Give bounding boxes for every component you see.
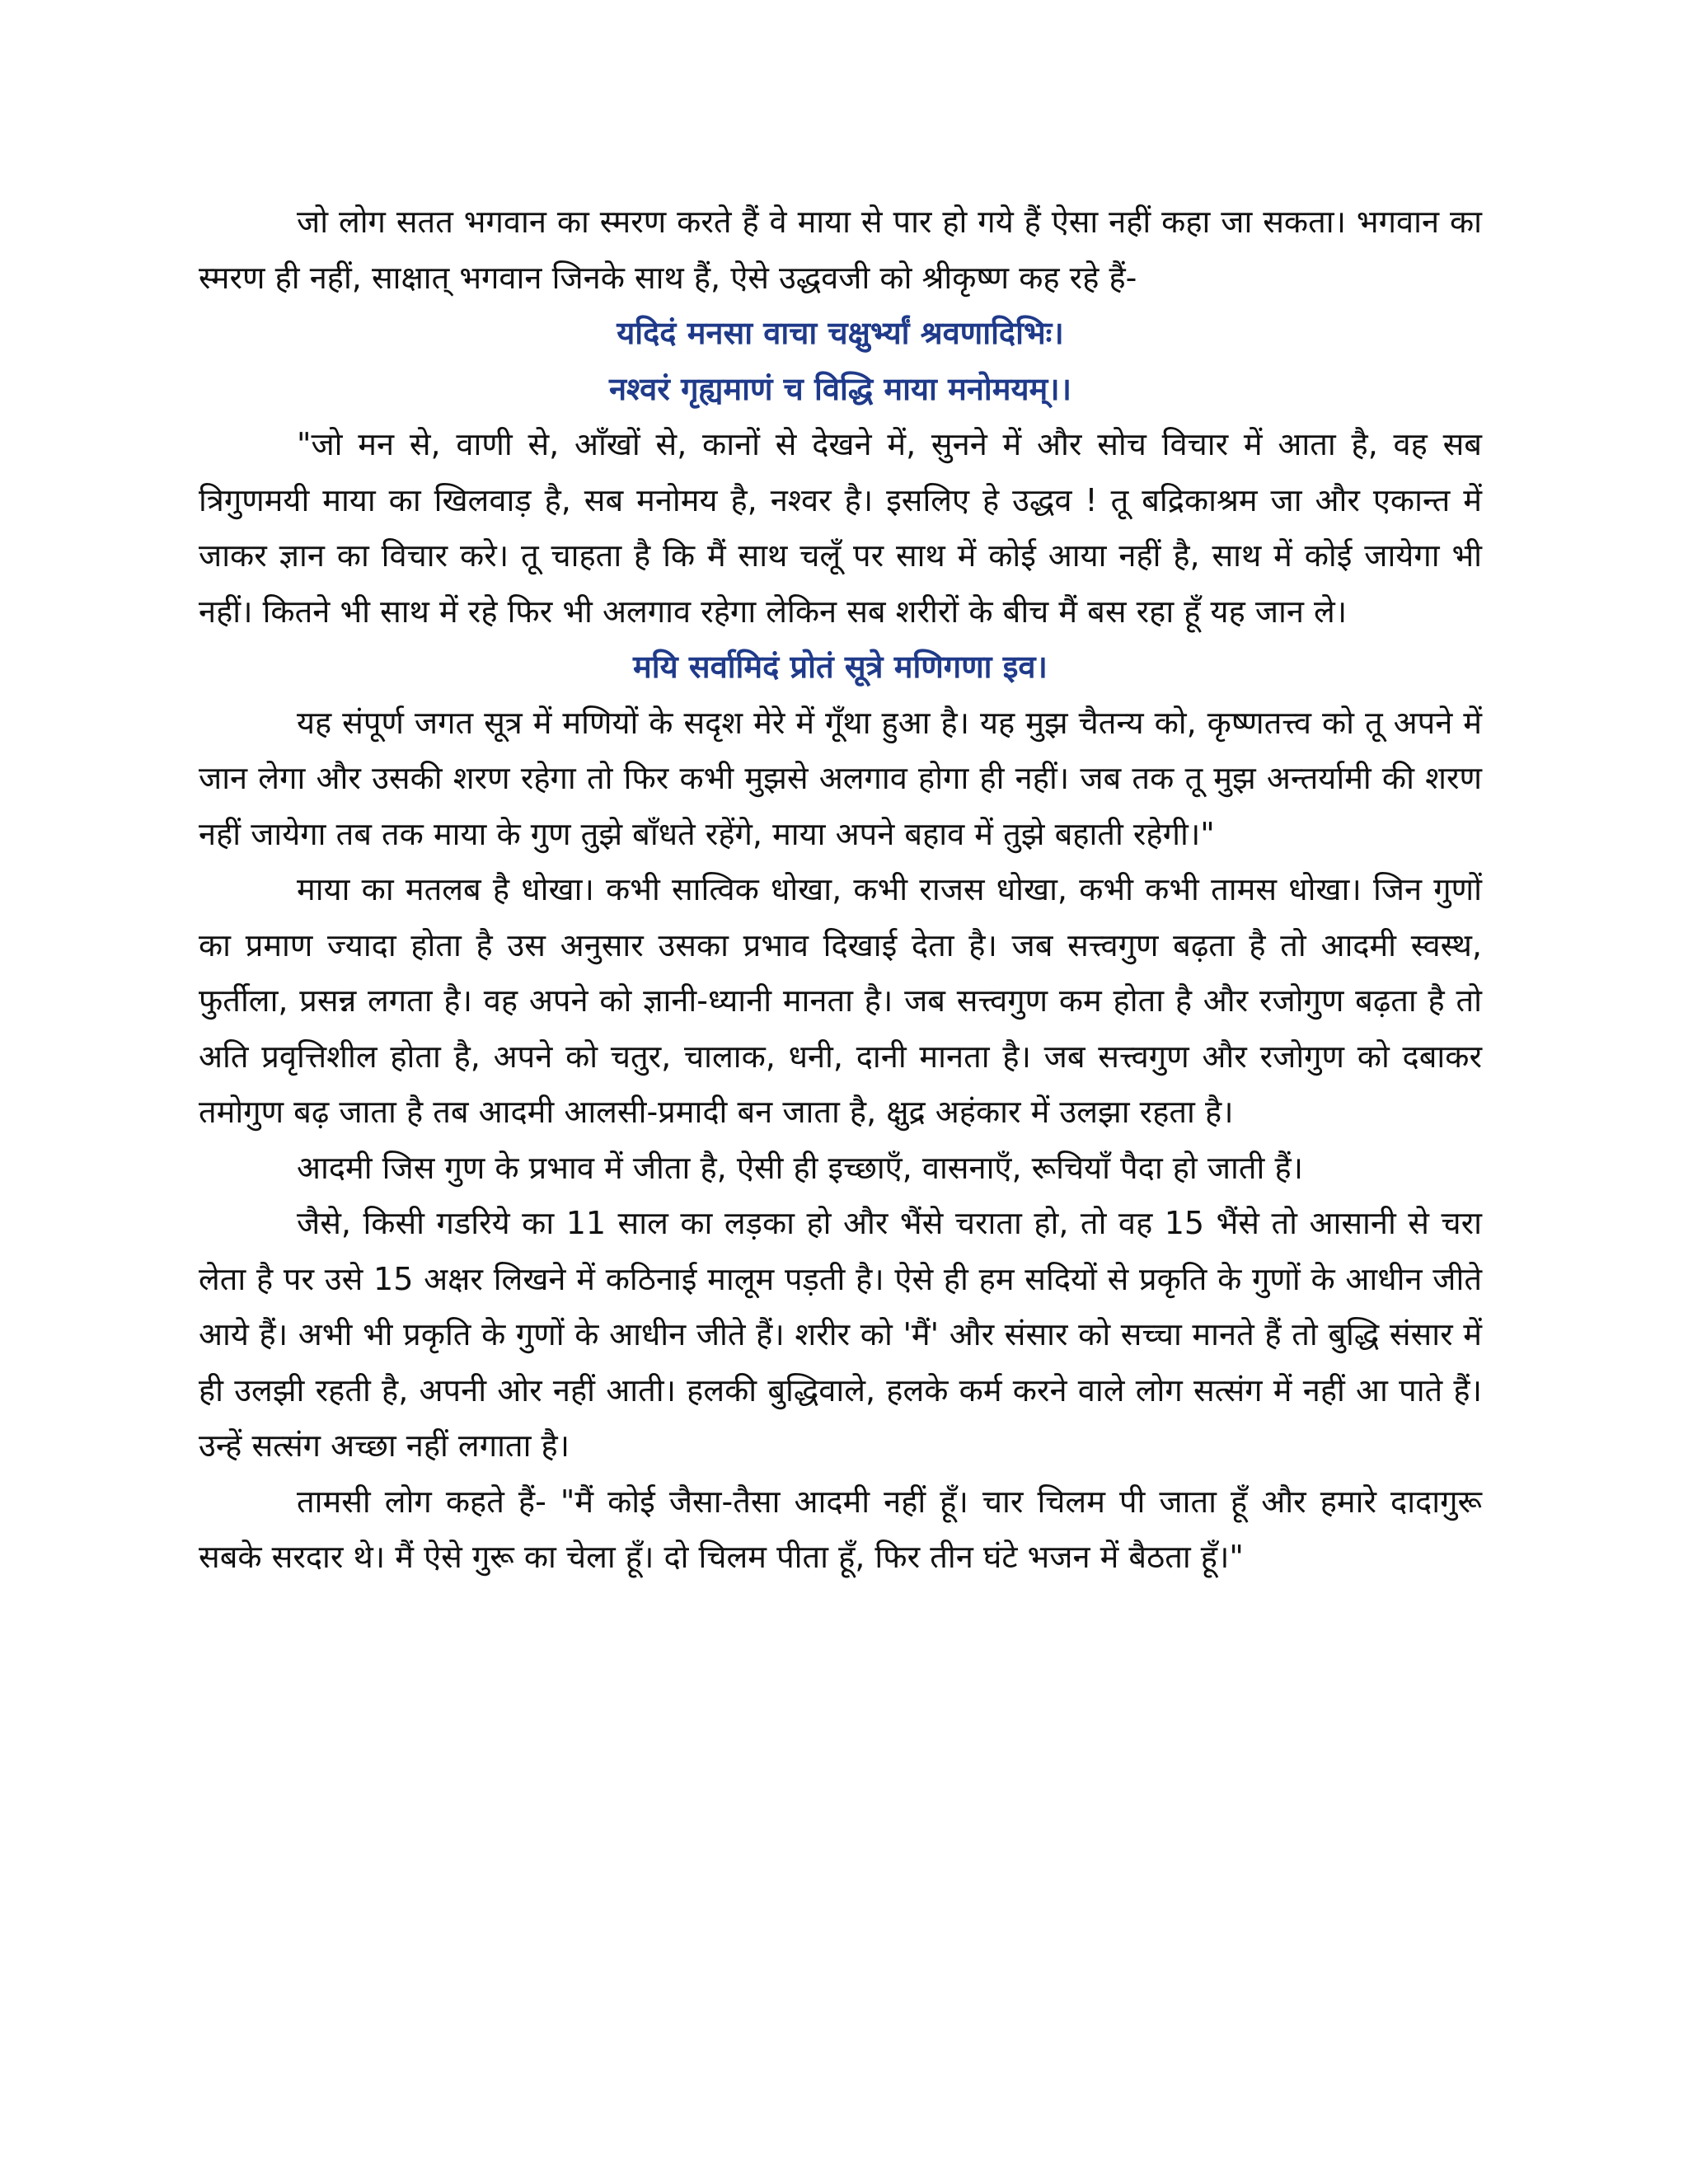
paragraph-5: आदमी जिस गुण के प्रभाव में जीता है, ऐसी ही इच्छाएँ, वासनाएँ, रूचियाँ पैदा हो जाती हैं।	[297, 1149, 1304, 1186]
paragraph-2: "जो मन से, वाणी से, आँखों से, कानों से देखने में, सुनने में और सोच विचार में आता है, वह सब त्रिगुणमयी माया का खिलवाड़ है, सब मनोमय है, नश्वर है। इसलिए हे उद्धव ! तू बद्रिकाश्रम जा और एकान्त में जाकर ज्ञान का विचार करे। तू चाहता है कि मैं साथ चलूँ पर साथ में कोई आया नहीं है, साथ में कोई जायेगा भी नहीं। कितने भी साथ में रहे फिर भी अलगाव रहेगा लेकिन सब शरीरों के बीच मैं बस रहा हूँ यह जान ले।	[199, 426, 1482, 630]
verse-1-line-1: यदिदं मनसा वाचा चक्षुर्भ्यां श्रवणादिभिः।	[617, 315, 1064, 351]
paragraph-6: जैसे, किसी गडरिये का 11 साल का लड़का हो और भैंसे चराता हो, तो वह 15 भैंसे तो आसानी से चरा लेता है पर उसे 15 अक्षर लिखने में कठिनाई मालूम पड़ती है। ऐसे ही हम सदियों से प्रकृति के गुणों के आधीन जीते आये हैं। अभी भी प्रकृति के गुणों के आधीन जीते हैं। शरीर को 'मैं' और संसार को सच्चा मानते हैं तो बुद्धि संसार में ही उलझी रहती है, अपनी ओर नहीं आती। हलकी बुद्धिवाले, हलके कर्म करने वाले लोग सत्संग में नहीं आ पाते हैं। उन्हें सत्संग अच्छा नहीं लगाता है।	[199, 1205, 1482, 1464]
paragraph-3: यह संपूर्ण जगत सूत्र में मणियों के सदृश मेरे में गूँथा हुआ है। यह मुझ चैतन्य को, कृष्णतत्त्व को तू अपने में जान लेगा और उसकी शरण रहेगा तो फिर कभी मुझसे अलगाव होगा ही नहीं। जब तक तू मुझ अन्तर्यामी की शरण नहीं जायेगा तब तक माया के गुण तुझे बाँधते रहेंगे, माया अपने बहाव में तुझे बहाती रहेगी।"	[199, 704, 1482, 852]
verse-2: मयि सर्वामिदं प्रोतं सूत्रे मणिगणा इव।	[633, 649, 1048, 685]
verse-1-line-2: नश्वरं गृह्यमाणं च विद्धि माया मनोमयम्।।	[608, 370, 1072, 407]
paragraph-1: जो लोग सतत भगवान का स्मरण करते हैं वे माया से पार हो गये हैं ऐसा नहीं कहा जा सकता। भगवान का स्मरण ही नहीं, साक्षात् भगवान जिनके साथ हैं, ऐसे उद्धवजी को श्रीकृष्ण कह रहे हैं-	[199, 204, 1482, 296]
paragraph-7: तामसी लोग कहते हैं- "मैं कोई जैसा-तैसा आदमी नहीं हूँ। चार चिलम पी जाता हूँ और हमारे दादागुरू सबके सरदार थे। मैं ऐसे गुरू का चेला हूँ। दो चिलम पीता हूँ, फिर तीन घंटे भजन में बैठता हूँ।"	[199, 1483, 1482, 1575]
paragraph-4: माया का मतलब है धोखा। कभी सात्विक धोखा, कभी राजस धोखा, कभी कभी तामस धोखा। जिन गुणों का प्रमाण ज्यादा होता है उस अनुसार उसका प्रभाव दिखाई देता है। जब सत्त्वगुण बढ़ता है तो आदमी स्वस्थ, फुर्तीला, प्रसन्न लगता है। वह अपने को ज्ञानी-ध्यानी मानता है। जब सत्त्वगुण कम होता है और रजोगुण बढ़ता है तो अति प्रवृत्तिशील होता है, अपने को चतुर, चालाक, धनी, दानी मानता है। जब सत्त्वगुण और रजोगुण को दबाकर तमोगुण बढ़ जाता है तब आदमी आलसी-प्रमादी बन जाता है, क्षुद्र अहंकार में उलझा रहता है।	[199, 871, 1482, 1130]
